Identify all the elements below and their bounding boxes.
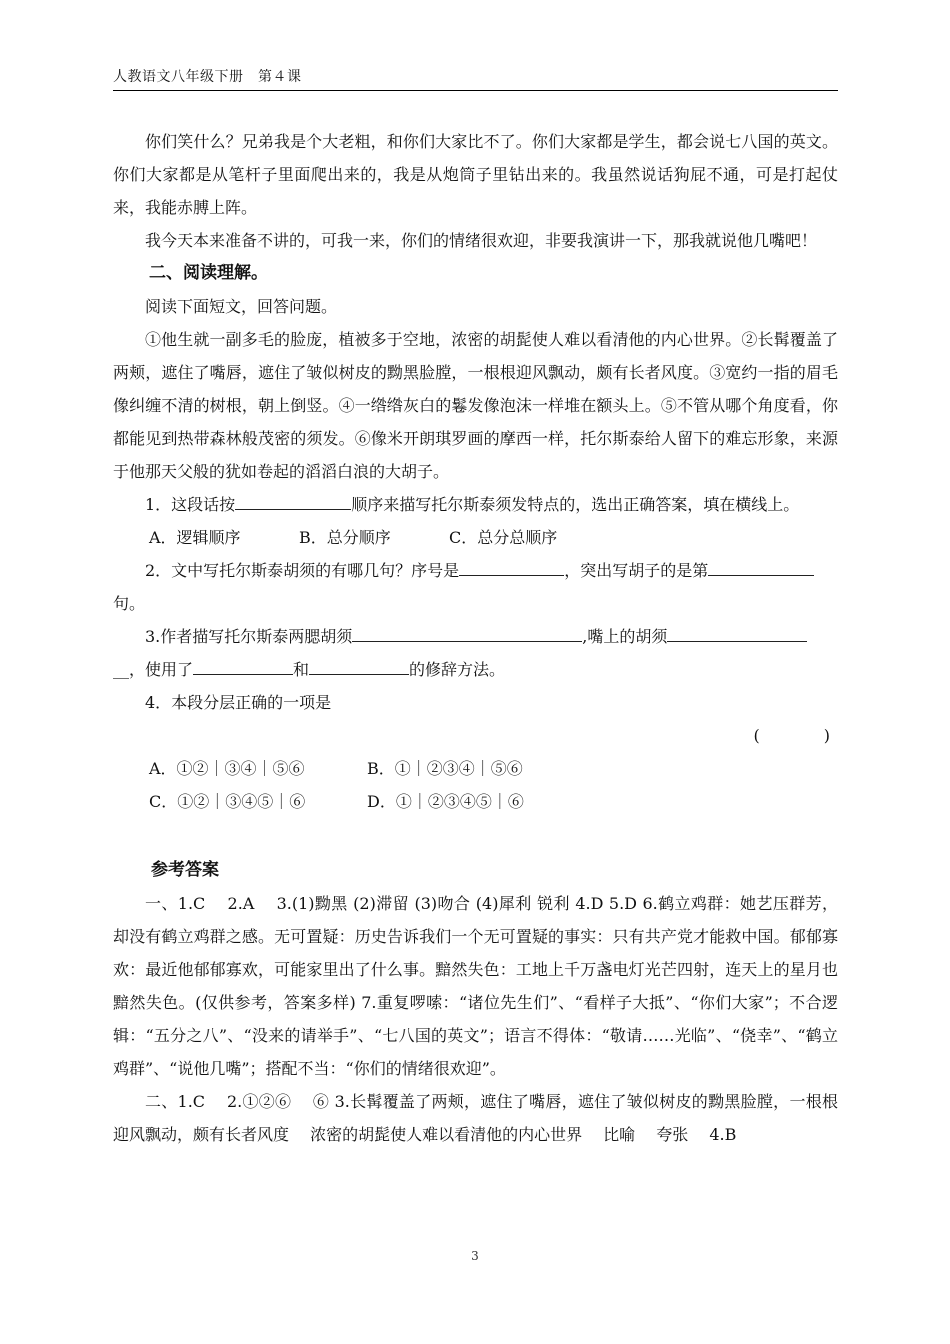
- question-3-continued: [113, 653, 838, 686]
- option-c: C．①②｜③④⑤｜⑥: [149, 792, 306, 811]
- answers-title: 参考答案: [151, 860, 219, 880]
- answer-blank-3b[interactable]: [667, 623, 807, 642]
- option-b: B．总分顺序: [299, 528, 391, 547]
- question-3-text-b: ,嘴上的胡须: [582, 627, 668, 646]
- answers-part-1: 一、1.C 2.A 3.(1)黝黑 (2)滞留 (3)吻合 (4)犀利 锐利 4.D 5.D 6.鹤立鸡群：她艺压群芳，却没有鹤立鸡群之感。无可置疑：历史告诉我们一个无可置疑的事实：只有共产党才能救中国。郁郁寡欢：最近他郁郁寡欢，可能家里出了什么事。黯然失色：工地上千万盏电灯光芒四射，连天上的星月也黯然失色。(仅供参考，答案多样) 7.重复啰嗦：“诸位先生们”、“看样子大抵”、“你们大家”；不合逻辑：“五分之八”、“没来的请举手”、“七八国的英文”；语言不得体：“敬请……光临”、“侥幸”、“鹤立鸡群”、“说他几嘴”；搭配不当：“你们的情绪很欢迎”。: [113, 894, 838, 1078]
- question-2: [113, 554, 838, 587]
- page-content: [113, 125, 838, 1151]
- question-4-options-row-1: [113, 752, 838, 785]
- question-3-text-a: 3.作者描写托尔斯泰两腮胡须: [145, 627, 353, 646]
- question-1-options: [113, 521, 838, 554]
- reading-instruction: 阅读下面短文，回答问题。: [145, 297, 338, 316]
- answer-blank-1[interactable]: [235, 491, 351, 510]
- question-3: [113, 620, 838, 653]
- page-number: 3: [471, 1249, 479, 1263]
- header-title: 人教语文八年级下册 第４课: [113, 69, 302, 85]
- question-3-text-e: 的修辞方法。: [409, 660, 506, 679]
- intro-paragraph-1: 你们笑什么？兄弟我是个大老粗，和你们大家比不了。你们大家都是学生，都会说七八国的英文。你们大家都是从笔杆子里面爬出来的，我是从炮筒子里钻出来的。我虽然说话狗屁不通，可是打起仗来，我能赤膊上阵。: [113, 132, 838, 217]
- option-a: A．①②｜③④｜⑤⑥: [149, 759, 305, 778]
- option-d: D．①｜②③④⑤｜⑥: [367, 792, 524, 811]
- question-2-text-b: ，突出写胡子的是第: [564, 561, 709, 580]
- question-1-text-b: 顺序来描写托尔斯泰须发特点的，选出正确答案，填在横线上。: [351, 495, 800, 514]
- question-1: [113, 488, 838, 521]
- answer-blank-2b[interactable]: [708, 557, 814, 576]
- page-header: [113, 66, 838, 91]
- section-heading-reading: 二、阅读理解。: [149, 263, 268, 283]
- question-2-text-a: 2．文中写托尔斯泰胡须的有哪几句？序号是: [145, 561, 460, 580]
- answer-bracket[interactable]: ( ): [753, 726, 830, 745]
- question-1-text-a: 1．这段话按: [145, 495, 236, 514]
- option-b: B．①｜②③④｜⑤⑥: [367, 759, 523, 778]
- question-3-text-d: 和: [293, 660, 310, 679]
- question-4-options-row-2: [113, 785, 838, 818]
- spacer: [113, 818, 838, 854]
- answer-blank-3a[interactable]: [352, 623, 582, 642]
- intro-paragraph-2: 我今天本来准备不讲的，可我一来，你们的情绪很欢迎，非要我演讲一下，那我就说他几嘴吧！: [145, 231, 818, 250]
- answer-blank-3c[interactable]: [193, 656, 293, 675]
- question-2-end: 句。: [113, 594, 146, 613]
- question-3-text-c: __，使用了: [113, 660, 194, 679]
- option-c: C．总分总顺序: [449, 528, 558, 547]
- option-a: A．逻辑顺序: [149, 528, 241, 547]
- question-4: 4．本段分层正确的一项是: [145, 693, 332, 712]
- answers-part-2: 二、1.C 2.①②⑥ ⑥ 3.长髯覆盖了两颊，遮住了嘴唇，遮住了皱似树皮的黝黑脸膛，一根根迎风飘动，颇有长者风度 浓密的胡髭使人难以看清他的内心世界 比喻 夸张 4.B: [113, 1092, 838, 1144]
- answer-blank-2a[interactable]: [459, 557, 564, 576]
- answer-blank-3d[interactable]: [309, 656, 409, 675]
- reading-passage: ①他生就一副多毛的脸庞，植被多于空地，浓密的胡髭使人难以看清他的内心世界。②长髯覆盖了两颊，遮住了嘴唇，遮住了皱似树皮的黝黑脸膛，一根根迎风飘动，颇有长者风度。③宽约一指的眉毛像纠缠不清的树根，朝上倒竖。④一绺绺灰白的鬈发像泡沫一样堆在额头上。⑤不管从哪个角度看，你都能见到热带森林般茂密的须发。⑥像米开朗琪罗画的摩西一样，托尔斯泰给人留下的难忘形象，来源于他那天父般的犹如卷起的滔滔白浪的大胡子。: [113, 330, 838, 481]
